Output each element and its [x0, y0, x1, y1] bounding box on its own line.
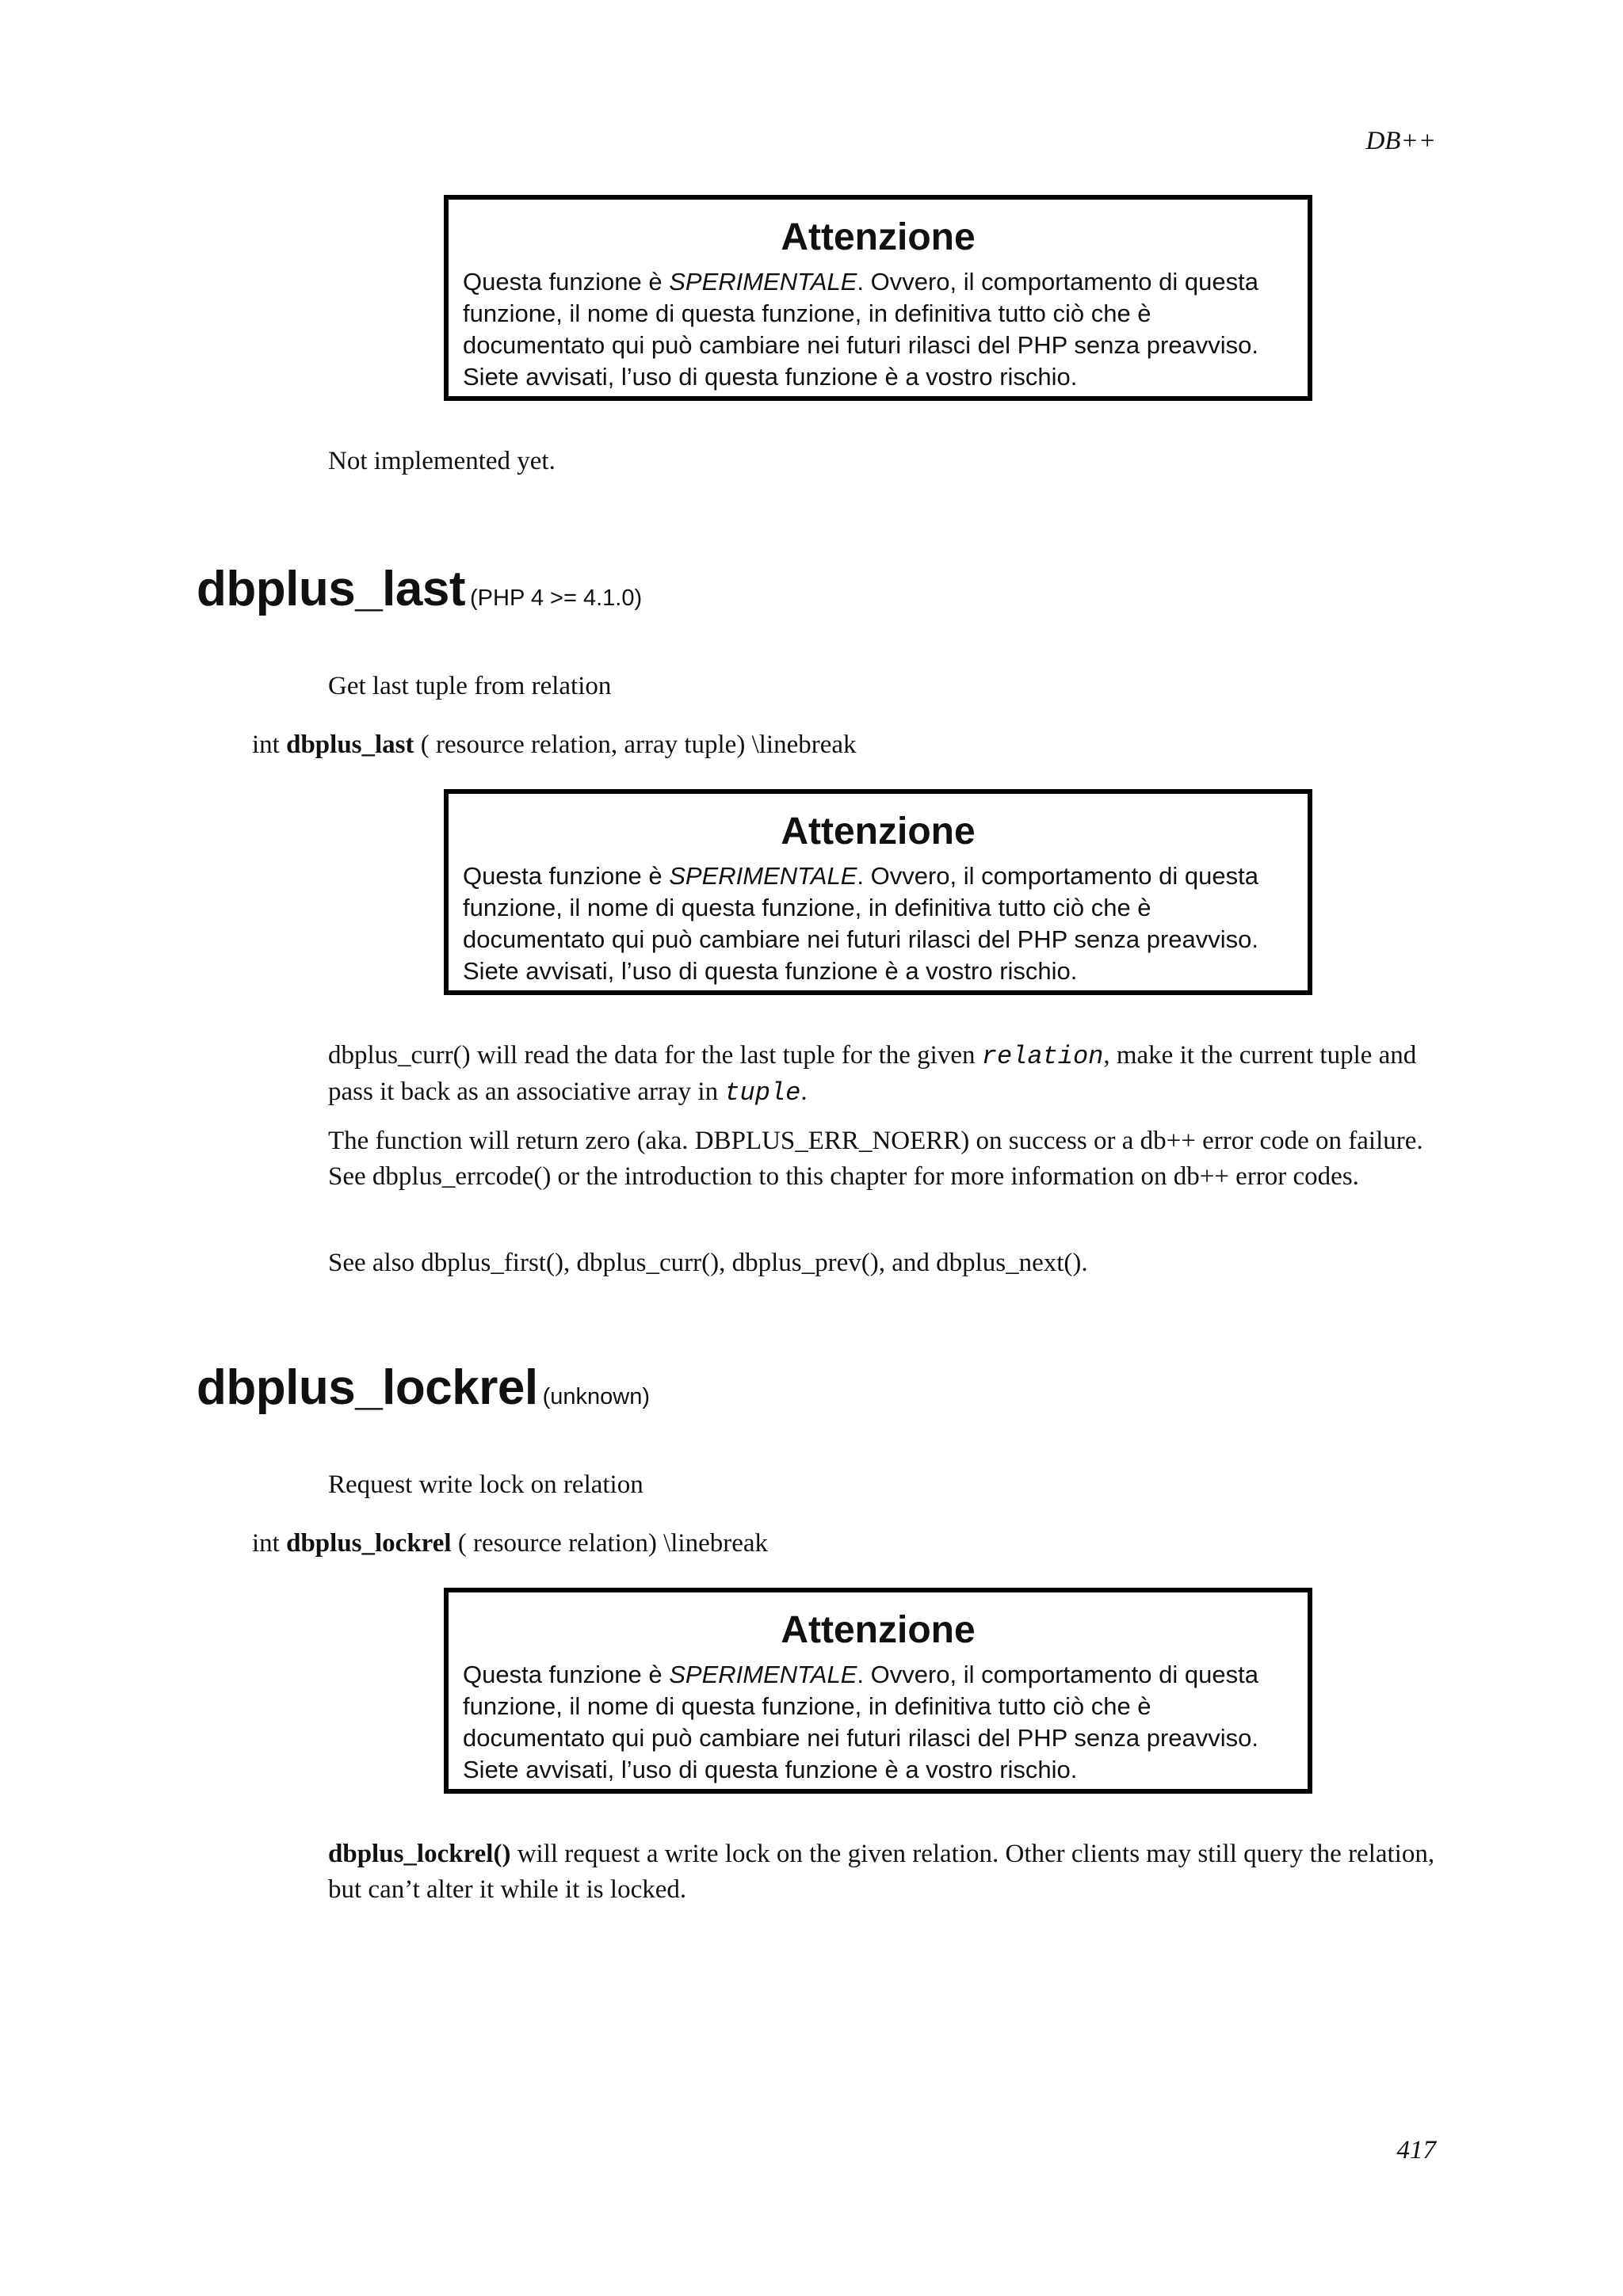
running-header: DB++: [1365, 127, 1436, 155]
function-version: (unknown): [542, 1384, 650, 1409]
warning-text: Questa funzione è SPERIMENTALE. Ovvero, il comportamento di questa funzione, il nome di questa funzione, in definitiva tutto ciò che è documentato qui può cambiare nei futuri rilasci del PHP senza preavviso. Siete avvisati, l’uso di questa funzione è a vostro rischio.: [463, 862, 1259, 985]
experimental-warning-box: [444, 195, 1312, 401]
function-synopsis: int dbplus_last ( resource relation, array tuple) \linebreak: [252, 730, 857, 759]
warning-title: Attenzione: [781, 216, 976, 258]
function-description: dbplus_curr() will read the data for the last tuple for the given relation, make it the current tuple and pass it back as an associative array in tuple.: [328, 1041, 1417, 1108]
function-heading-dbplus-lockrel: [197, 1360, 650, 1416]
see-also: See also dbplus_first(), dbplus_curr(), dbplus_prev(), and dbplus_next().: [328, 1249, 1088, 1277]
function-name: dbplus_lockrel: [197, 1360, 538, 1415]
warning-title: Attenzione: [781, 1609, 976, 1651]
function-description: dbplus_lockrel() will request a write lock on the given relation. Other clients may still query the relation, but can’t alter it while it is locked.: [328, 1840, 1435, 1904]
experimental-warning-box: [444, 1588, 1312, 1794]
warning-text: Questa funzione è SPERIMENTALE. Ovvero, il comportamento di questa funzione, il nome di questa funzione, in definitiva tutto ciò che è documentato qui può cambiare nei futuri rilasci del PHP senza preavviso. Siete avvisati, l’uso di questa funzione è a vostro rischio.: [463, 268, 1259, 391]
function-synopsis: int dbplus_lockrel ( resource relation) \linebreak: [252, 1529, 769, 1558]
not-implemented-note: Not implemented yet.: [328, 447, 556, 475]
experimental-warning-box: [444, 789, 1312, 995]
function-reference: dbplus_lockrel(): [328, 1840, 511, 1868]
function-name: dbplus_last: [197, 562, 466, 616]
warning-title: Attenzione: [781, 810, 976, 852]
function-purpose: Request write lock on relation: [328, 1470, 643, 1499]
parameter-relation: relation: [981, 1042, 1104, 1071]
function-purpose: Get last tuple from relation: [328, 672, 612, 700]
parameter-tuple: tuple: [724, 1078, 801, 1108]
warning-text: Questa funzione è SPERIMENTALE. Ovvero, il comportamento di questa funzione, il nome di questa funzione, in definitiva tutto ciò che è documentato qui può cambiare nei futuri rilasci del PHP senza preavviso. Siete avvisati, l’uso di questa funzione è a vostro rischio.: [463, 1661, 1259, 1783]
function-heading-dbplus-last: [197, 561, 642, 617]
page-number: 417: [1396, 2136, 1436, 2164]
return-value-description: The function will return zero (aka. DBPLUS_ERR_NOERR) on success or a db++ error code on failure. See dbplus_errcode() or the introduction to this chapter for more information on db++ error codes.: [328, 1127, 1423, 1191]
function-version: (PHP 4 >= 4.1.0): [470, 585, 643, 611]
